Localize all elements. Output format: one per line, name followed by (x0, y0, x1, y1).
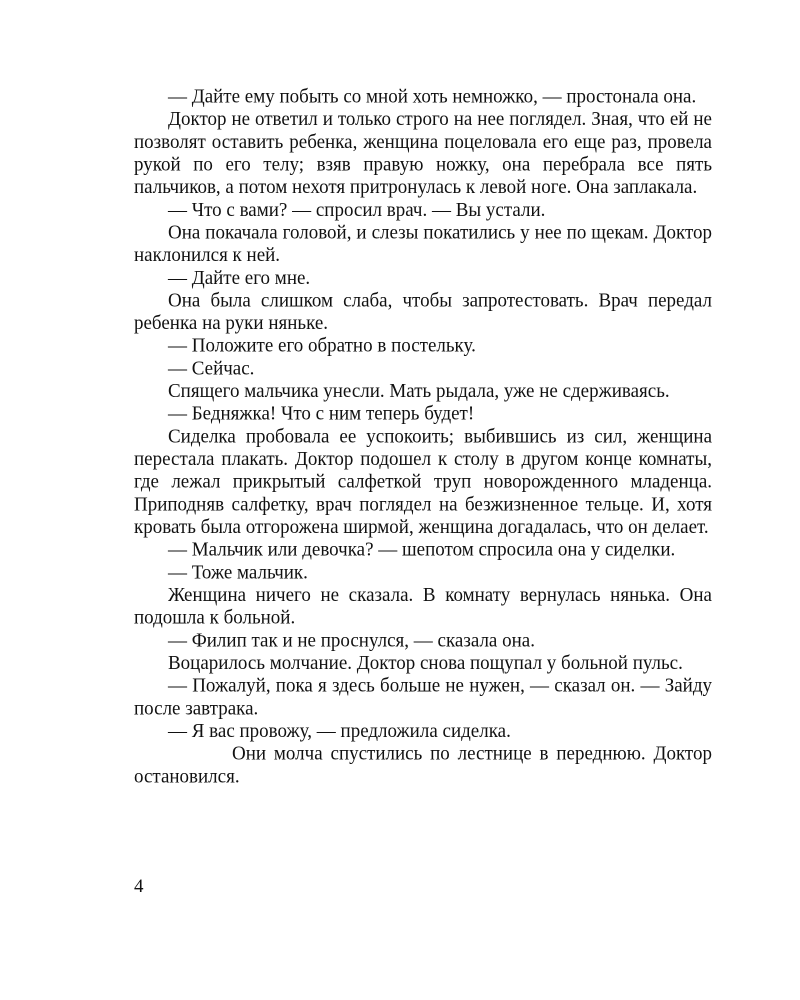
page-text (134, 86, 712, 788)
page-number: 4 (134, 876, 144, 897)
paragraph: Доктор не ответил и только строго на нее поглядел. Зная, что ей не позволят оставить ребенка, женщина поцеловала его еще раз, провела рукой по его телу; взяв правую ножку, она перебрала все пять пальчиков, а потом нехотя притронулась к левой ноге. Она заплакала. (134, 108, 712, 199)
paragraph: Воцарилось молчание. Доктор снова пощупал у больной пульс. (168, 652, 683, 675)
paragraph: Женщина ничего не сказала. В комнату вернулась нянька. Она подошла к больной. (134, 584, 712, 629)
paragraph: Сиделка пробовала ее успокоить; выбившись из сил, женщина перестала плакать. Доктор подошел к столу в другом конце комнаты, где лежал прикрытый салфеткой труп новорожденного младенца. Приподняв салфетку, врач поглядел на безжизненное тельце. И, хотя кровать была отгорожена ширмой, женщина догадалась, что он делает. (134, 425, 712, 539)
paragraph: Спящего мальчика унесли. Мать рыдала, уже не сдерживаясь. (168, 380, 670, 403)
paragraph: — Положите его обратно в постельку. (168, 335, 476, 357)
paragraph: — Что с вами? — спросил врач. — Вы устали. (168, 199, 546, 221)
paragraph: — Филип так и не проснулся, — сказала она. (168, 629, 535, 652)
paragraph: — Дайте его мне. (168, 267, 311, 289)
paragraph: — Мальчик или девочка? — шепотом спросила она у сиделки. (168, 539, 676, 561)
paragraph: — Бедняжка! Что с ним теперь будет! (168, 403, 475, 425)
paragraph: — Пожалуй, пока я здесь больше не нужен, — сказал он. — Зайду после завтрака. (134, 675, 712, 720)
paragraph: Они молча спустились по лестнице в переднюю. Доктор остановился. (134, 743, 712, 788)
paragraph: — Я вас провожу, — предложила сиделка. (168, 720, 511, 743)
paragraph: Она была слишком слаба, чтобы запротестовать. Врач передал ребенка на руки няньке. (134, 289, 712, 335)
paragraph: — Сейчас. (168, 357, 255, 380)
paragraph: Она покачала головой, и слезы покатились у нее по щекам. Доктор наклонился к ней. (134, 221, 712, 267)
paragraph: — Тоже мальчик. (168, 561, 308, 584)
paragraph: — Дайте ему побыть со мной хоть немножко, — простонала она. (168, 86, 697, 108)
